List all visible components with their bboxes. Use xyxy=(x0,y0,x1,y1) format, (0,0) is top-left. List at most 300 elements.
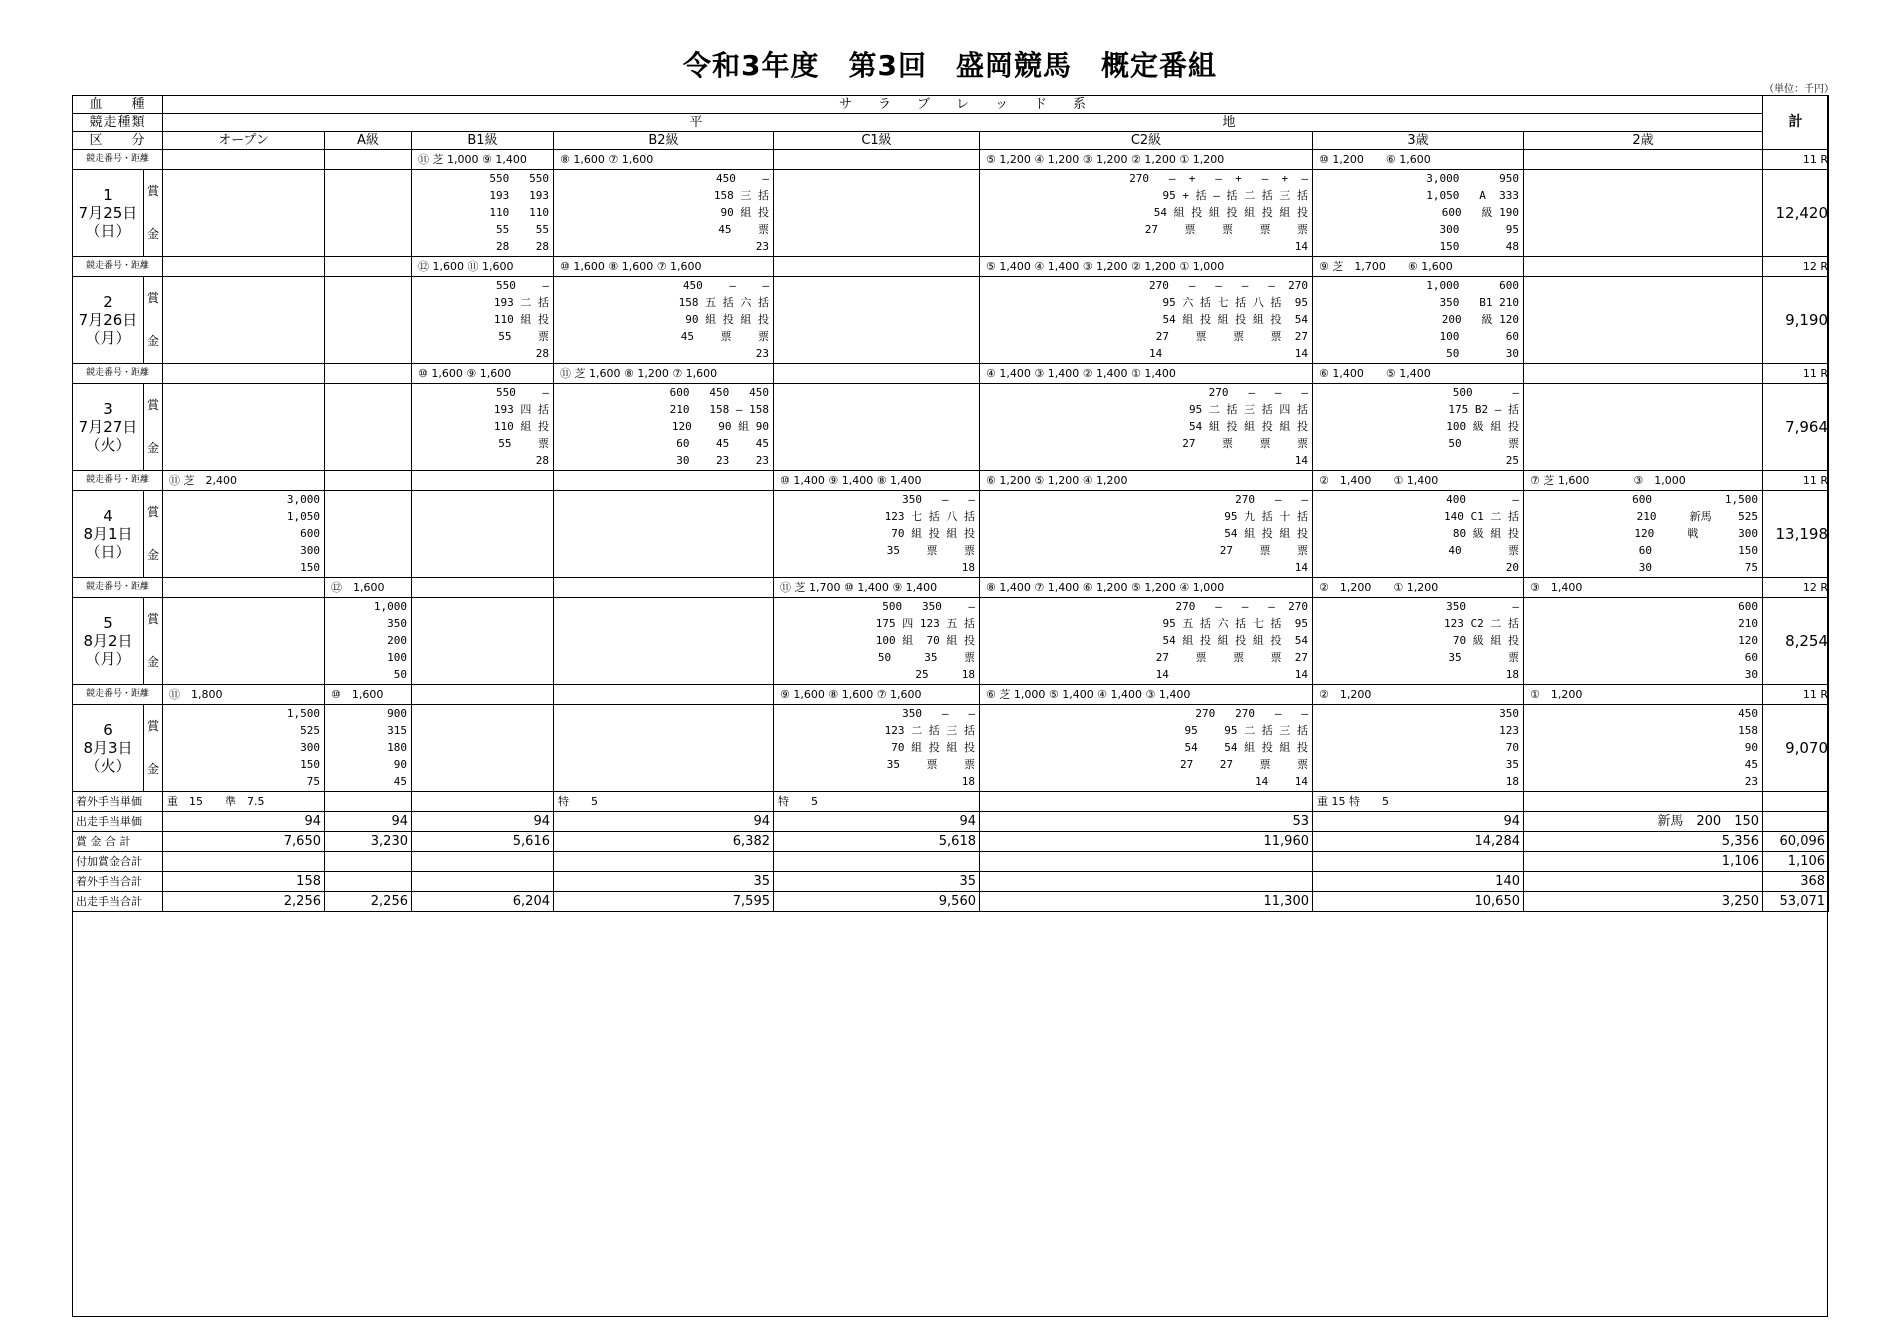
class-b1: B1級 xyxy=(412,132,554,150)
day-row xyxy=(73,277,1829,364)
day-weekday: （月） xyxy=(85,650,131,668)
race-distance-text: ⑨ 1,600 ⑧ 1,600 ⑦ 1,600 xyxy=(780,688,922,701)
distance-label: 競走番号・距離 xyxy=(73,364,163,384)
prize-cell xyxy=(325,491,412,578)
prize-mark: 金 xyxy=(146,655,159,669)
race-distance-text: ④ 1,400 ③ 1,400 ② 1,400 ① 1,400 xyxy=(986,367,1176,380)
prize-cell xyxy=(325,705,412,792)
race-distance-text: ⑫ 1,600 xyxy=(331,581,385,594)
prize-cell xyxy=(1524,170,1763,257)
prize-values: 3,000 1,050 600 300 150 xyxy=(286,493,320,574)
race-distance xyxy=(774,150,980,170)
summary-value xyxy=(980,852,1313,872)
day-total: 9,190 xyxy=(1763,277,1829,364)
race-distance-text: ⑩ 1,600 ⑨ 1,600 xyxy=(418,367,512,380)
day-number: 6 xyxy=(103,721,113,739)
class-open: オープン xyxy=(163,132,325,150)
race-distance-text: ⑩ 1,400 ⑨ 1,400 ⑧ 1,400 xyxy=(780,474,922,487)
summary-value xyxy=(1763,792,1829,812)
distance-label: 競走番号・距離 xyxy=(73,685,163,705)
distance-row xyxy=(73,471,1829,491)
race-distance xyxy=(774,257,980,277)
class-c1: C1級 xyxy=(774,132,980,150)
day-date: 7月27日 xyxy=(78,418,138,436)
prize-cell xyxy=(1524,705,1763,792)
summary-value: 94 xyxy=(774,812,980,832)
race-distance-text: ⑥ 1,400 ⑤ 1,400 xyxy=(1319,367,1431,380)
distance-label: 競走番号・距離 xyxy=(73,257,163,277)
prize-mark: 賞 xyxy=(146,398,159,412)
day-weekday: （日） xyxy=(85,222,131,240)
race-distance xyxy=(980,257,1313,277)
prize-values: 1,000 600 350 B1 210 200 級 120 100 60 50 30 xyxy=(1426,279,1519,360)
day-number: 3 xyxy=(103,400,113,418)
prize-cell xyxy=(163,705,325,792)
summary-value xyxy=(412,792,554,812)
day-weekday: （火） xyxy=(85,757,131,775)
day-row xyxy=(73,491,1829,578)
prize-cell xyxy=(163,277,325,364)
day-row xyxy=(73,170,1829,257)
race-distance xyxy=(163,685,325,705)
prize-values: 600 1,500 210 新馬 525 120 戦 300 60 150 30 75 xyxy=(1632,493,1759,574)
race-distance xyxy=(980,685,1313,705)
race-distance xyxy=(325,257,412,277)
race-distance xyxy=(554,471,774,491)
prize-values: 270 ― ― ― 95 二 括 三 括 四 括 54 組 投 組 投 組 投 27 票 票 票 14 xyxy=(1182,386,1308,467)
summary-value: 368 xyxy=(1763,872,1829,892)
summary-value: 9,560 xyxy=(774,892,980,912)
summary-value xyxy=(980,872,1313,892)
race-distance-text xyxy=(325,260,331,273)
summary-value: 1,106 xyxy=(1763,852,1829,872)
prize-cell xyxy=(412,491,554,578)
race-distance xyxy=(554,257,774,277)
prize-cell xyxy=(554,384,774,471)
prize-cell xyxy=(1313,598,1524,685)
race-distance xyxy=(980,364,1313,384)
race-distance xyxy=(412,364,554,384)
prize-values: 550 ― 193 四 括 110 組 投 55 票 28 xyxy=(493,386,549,467)
distance-row xyxy=(73,257,1829,277)
prize-mark: 金 xyxy=(146,762,159,776)
day-total: 7,964 xyxy=(1763,384,1829,471)
program-table xyxy=(72,95,1829,912)
summary-value xyxy=(554,852,774,872)
day-row xyxy=(73,598,1829,685)
summary-value: 重 15 特 5 xyxy=(1313,792,1524,812)
day-weekday: （火） xyxy=(85,436,131,454)
race-distance xyxy=(774,578,980,598)
summary-row xyxy=(73,792,1829,812)
race-count: 11 R xyxy=(1763,685,1829,705)
race-distance-text xyxy=(163,260,169,273)
race-distance-text xyxy=(554,474,560,487)
summary-label: 出走手当単価 xyxy=(73,812,163,832)
prize-cell xyxy=(1524,491,1763,578)
day-cell xyxy=(73,705,163,792)
day-total: 13,198 xyxy=(1763,491,1829,578)
bloodline-label: 血 種 xyxy=(73,96,163,114)
prize-cell xyxy=(163,384,325,471)
race-distance-text: ⑤ 1,200 ④ 1,200 ③ 1,200 ② 1,200 ① 1,200 xyxy=(986,153,1225,166)
race-distance-text xyxy=(1524,153,1530,166)
prize-values: 270 ― + ― + ― + ― 95 + 括 ― 括 二 括 三 括 54 組 投 組 投 組 投 組 投 27 票 票 票 票 14 xyxy=(1129,172,1308,253)
summary-value: 5,356 xyxy=(1524,832,1763,852)
summary-value: 158 xyxy=(163,872,325,892)
race-distance xyxy=(1524,257,1763,277)
prize-values: 500 350 ― 175 四 123 五 括 100 組 70 組 投 50 35 票 25 18 xyxy=(875,600,975,681)
day-date: 8月3日 xyxy=(83,739,133,757)
day-cell xyxy=(73,170,163,257)
summary-value xyxy=(1313,852,1524,872)
race-distance-text xyxy=(774,260,780,273)
day-cell xyxy=(73,491,163,578)
race-distance xyxy=(1524,364,1763,384)
summary-value: 94 xyxy=(554,812,774,832)
course-value: 平 地 xyxy=(163,114,1763,132)
summary-value xyxy=(1763,812,1829,832)
race-distance-text: ③ 1,400 xyxy=(1530,581,1583,594)
prize-cell xyxy=(554,277,774,364)
prize-mark: 賞 xyxy=(146,505,159,519)
prize-values: 450 158 90 45 23 xyxy=(1738,707,1759,788)
race-distance xyxy=(325,471,412,491)
summary-value: 53 xyxy=(980,812,1313,832)
day-number: 1 xyxy=(103,186,113,204)
summary-value: 53,071 xyxy=(1763,892,1829,912)
race-distance xyxy=(554,685,774,705)
race-distance-text xyxy=(325,153,331,166)
race-count: 11 R xyxy=(1763,471,1829,491)
summary-value xyxy=(412,872,554,892)
race-distance xyxy=(554,150,774,170)
summary-row xyxy=(73,832,1829,852)
distance-row xyxy=(73,578,1829,598)
class-b2: B2級 xyxy=(554,132,774,150)
prize-values: 400 ― 140 C1 二 括 80 級 組 投 40 票 20 xyxy=(1444,493,1519,574)
race-distance-text: ⑦ 芝 1,600 ③ 1,000 xyxy=(1530,474,1686,487)
prize-cell xyxy=(325,277,412,364)
prize-values: 1,500 525 300 150 75 xyxy=(286,707,320,788)
prize-values: 450 ― ― 158 五 括 六 括 90 組 投 組 投 45 票 票 23 xyxy=(678,279,769,360)
race-distance xyxy=(1313,150,1524,170)
bloodline-value: サ ラ ブ レ ッ ド 系 xyxy=(163,96,1763,114)
prize-cell xyxy=(412,170,554,257)
race-distance xyxy=(325,685,412,705)
race-distance-text xyxy=(1524,260,1530,273)
class-2yo: 2歳 xyxy=(1524,132,1763,150)
race-distance xyxy=(163,150,325,170)
prize-cell xyxy=(1313,705,1524,792)
summary-value: 7,650 xyxy=(163,832,325,852)
distance-label: 競走番号・距離 xyxy=(73,578,163,598)
race-distance-text xyxy=(412,474,418,487)
summary-value: 3,230 xyxy=(325,832,412,852)
race-distance-text xyxy=(554,688,560,701)
prize-mark: 賞 xyxy=(146,184,159,198)
summary-value: 3,250 xyxy=(1524,892,1763,912)
prize-cell xyxy=(774,277,980,364)
prize-cell xyxy=(980,598,1313,685)
day-cell xyxy=(73,384,163,471)
unit-note: （単位：千円） xyxy=(1764,84,1834,95)
summary-value xyxy=(325,872,412,892)
prize-cell xyxy=(774,491,980,578)
prize-cell xyxy=(412,705,554,792)
summary-value: 7,595 xyxy=(554,892,774,912)
race-distance xyxy=(1524,578,1763,598)
summary-label: 賞 金 合 計 xyxy=(73,832,163,852)
day-cell xyxy=(73,277,163,364)
day-date: 8月1日 xyxy=(83,525,133,543)
prize-cell xyxy=(163,170,325,257)
prize-cell xyxy=(1524,598,1763,685)
race-distance-text: ⑪ 1,800 xyxy=(169,688,223,701)
summary-value: 特 5 xyxy=(554,792,774,812)
day-cell xyxy=(73,598,163,685)
prize-values: 450 ― 158 三 括 90 組 投 45 票 23 xyxy=(713,172,769,253)
prize-cell xyxy=(163,491,325,578)
prize-cell xyxy=(774,170,980,257)
summary-value: 2,256 xyxy=(325,892,412,912)
race-distance-text: ⑪ 芝 1,700 ⑩ 1,400 ⑨ 1,400 xyxy=(780,581,938,594)
race-count: 12 R xyxy=(1763,578,1829,598)
summary-value: 6,204 xyxy=(412,892,554,912)
race-distance-text: ⑫ 1,600 ⑪ 1,600 xyxy=(418,260,514,273)
prize-cell xyxy=(774,705,980,792)
race-distance-text: ⑩ 1,600 xyxy=(331,688,384,701)
distance-label: 競走番号・距離 xyxy=(73,471,163,491)
summary-value: 94 xyxy=(325,812,412,832)
day-date: 7月25日 xyxy=(78,204,138,222)
distance-row xyxy=(73,364,1829,384)
prize-cell xyxy=(980,705,1313,792)
prize-mark: 賞 xyxy=(146,291,159,305)
summary-value xyxy=(1524,872,1763,892)
summary-value: 新馬 200 150 xyxy=(1524,812,1763,832)
summary-value: 94 xyxy=(412,812,554,832)
prize-values: 350 ― ― 123 七 括 八 括 70 組 投 組 投 35 票 票 18 xyxy=(884,493,975,574)
prize-mark: 金 xyxy=(146,548,159,562)
race-distance-text: ⑪ 芝 1,000 ⑨ 1,400 xyxy=(418,153,527,166)
race-distance-text: ⑧ 1,600 ⑦ 1,600 xyxy=(560,153,654,166)
day-row xyxy=(73,705,1829,792)
prize-cell xyxy=(325,598,412,685)
day-date: 7月26日 xyxy=(78,311,138,329)
race-distance xyxy=(1313,364,1524,384)
race-distance xyxy=(1524,150,1763,170)
prize-cell xyxy=(774,384,980,471)
page-title: 令和3年度 第3回 盛岡競馬 概定番組 xyxy=(683,49,1217,82)
race-distance xyxy=(325,150,412,170)
day-number: 4 xyxy=(103,507,113,525)
prize-values: 500 ― 175 B2 ― 括 100 級 組 投 50 票 25 xyxy=(1446,386,1519,467)
summary-value: 重 15 準 7.5 xyxy=(163,792,325,812)
race-distance-text xyxy=(412,688,418,701)
race-distance xyxy=(412,257,554,277)
prize-mark: 金 xyxy=(146,227,159,241)
race-distance xyxy=(163,471,325,491)
summary-value: 60,096 xyxy=(1763,832,1829,852)
race-distance-text xyxy=(163,153,169,166)
day-total: 9,070 xyxy=(1763,705,1829,792)
summary-value: 特 5 xyxy=(774,792,980,812)
race-distance-text: ⑩ 1,200 ⑥ 1,600 xyxy=(1319,153,1431,166)
race-count: 11 R xyxy=(1763,364,1829,384)
race-distance-text xyxy=(325,474,331,487)
race-distance-text: ② 1,400 ① 1,400 xyxy=(1319,474,1439,487)
distance-row xyxy=(73,685,1829,705)
summary-value: 5,616 xyxy=(412,832,554,852)
race-distance xyxy=(1313,578,1524,598)
race-distance-text: ② 1,200 ① 1,200 xyxy=(1319,581,1439,594)
race-distance-text: ⑥ 1,200 ⑤ 1,200 ④ 1,200 xyxy=(986,474,1128,487)
race-distance-text xyxy=(412,581,418,594)
race-distance xyxy=(412,150,554,170)
race-distance xyxy=(325,364,412,384)
prize-cell xyxy=(1313,277,1524,364)
race-distance xyxy=(774,685,980,705)
prize-cell xyxy=(1313,170,1524,257)
race-distance-text xyxy=(163,581,169,594)
race-distance-text: ⑤ 1,400 ④ 1,400 ③ 1,200 ② 1,200 ① 1,000 xyxy=(986,260,1225,273)
prize-values: 350 123 70 35 18 xyxy=(1499,707,1519,788)
summary-label: 出走手当合計 xyxy=(73,892,163,912)
race-distance xyxy=(554,364,774,384)
prize-cell xyxy=(980,170,1313,257)
prize-cell xyxy=(412,598,554,685)
race-distance xyxy=(163,364,325,384)
race-count: 12 R xyxy=(1763,257,1829,277)
bloodline-row xyxy=(73,96,1829,114)
summary-row xyxy=(73,852,1829,872)
race-distance-text xyxy=(325,367,331,380)
summary-value: 10,650 xyxy=(1313,892,1524,912)
prize-cell xyxy=(554,598,774,685)
day-number: 2 xyxy=(103,293,113,311)
summary-value xyxy=(774,852,980,872)
race-distance xyxy=(1524,685,1763,705)
race-distance xyxy=(554,578,774,598)
prize-cell xyxy=(163,598,325,685)
prize-values: 350 ― ― 123 二 括 三 括 70 組 投 組 投 35 票 票 18 xyxy=(884,707,975,788)
race-distance-text: ⑪ 芝 2,400 xyxy=(169,474,237,487)
day-date: 8月2日 xyxy=(83,632,133,650)
race-distance xyxy=(325,578,412,598)
race-distance xyxy=(1313,685,1524,705)
summary-value: 94 xyxy=(163,812,325,832)
summary-value: 140 xyxy=(1313,872,1524,892)
race-distance xyxy=(980,471,1313,491)
prize-cell xyxy=(554,170,774,257)
day-total: 8,254 xyxy=(1763,598,1829,685)
race-distance-text xyxy=(163,367,169,380)
race-distance xyxy=(412,471,554,491)
summary-value: 6,382 xyxy=(554,832,774,852)
prize-cell xyxy=(980,277,1313,364)
summary-value xyxy=(412,852,554,872)
summary-row xyxy=(73,812,1829,832)
course-row xyxy=(73,114,1829,132)
prize-values: 600 210 120 60 30 xyxy=(1738,600,1759,681)
class-3yo: 3歳 xyxy=(1313,132,1524,150)
prize-mark: 金 xyxy=(146,334,159,348)
race-distance-text xyxy=(1524,367,1530,380)
summary-value: 2,256 xyxy=(163,892,325,912)
distance-label: 競走番号・距離 xyxy=(73,150,163,170)
summary-value: 14,284 xyxy=(1313,832,1524,852)
class-c2: C2級 xyxy=(980,132,1313,150)
prize-cell xyxy=(1313,491,1524,578)
race-distance xyxy=(412,578,554,598)
class-row xyxy=(73,132,1829,150)
prize-values: 550 ― 193 二 括 110 組 投 55 票 28 xyxy=(493,279,549,360)
prize-cell xyxy=(774,598,980,685)
race-distance xyxy=(1313,471,1524,491)
race-distance xyxy=(774,364,980,384)
prize-cell xyxy=(325,384,412,471)
race-distance-text: ② 1,200 xyxy=(1319,688,1372,701)
total-header: 計 xyxy=(1763,96,1829,150)
race-distance xyxy=(1524,471,1763,491)
race-distance xyxy=(163,578,325,598)
race-distance-text xyxy=(774,153,780,166)
prize-values: 270 ― ― 95 九 括 十 括 54 組 投 組 投 27 票 票 14 xyxy=(1219,493,1308,574)
race-distance-text: ⑪ 芝 1,600 ⑧ 1,200 ⑦ 1,600 xyxy=(560,367,718,380)
race-distance-text xyxy=(554,581,560,594)
summary-value xyxy=(1524,792,1763,812)
prize-cell xyxy=(980,384,1313,471)
prize-mark: 賞 xyxy=(146,719,159,733)
summary-value: 35 xyxy=(774,872,980,892)
race-distance xyxy=(980,150,1313,170)
summary-value: 1,106 xyxy=(1524,852,1763,872)
race-distance-text: ⑧ 1,400 ⑦ 1,400 ⑥ 1,200 ⑤ 1,200 ④ 1,000 xyxy=(986,581,1225,594)
race-distance xyxy=(980,578,1313,598)
prize-cell xyxy=(554,705,774,792)
summary-value xyxy=(325,792,412,812)
summary-value: 5,618 xyxy=(774,832,980,852)
race-count: 11 R xyxy=(1763,150,1829,170)
day-weekday: （日） xyxy=(85,543,131,561)
summary-label: 着外手当単価 xyxy=(73,792,163,812)
prize-mark: 金 xyxy=(146,441,159,455)
race-distance-text: ① 1,200 xyxy=(1530,688,1583,701)
summary-value: 11,300 xyxy=(980,892,1313,912)
summary-label: 着外手当合計 xyxy=(73,872,163,892)
summary-value: 35 xyxy=(554,872,774,892)
summary-row xyxy=(73,872,1829,892)
prize-cell xyxy=(412,384,554,471)
summary-label: 付加賞金合計 xyxy=(73,852,163,872)
prize-cell xyxy=(554,491,774,578)
race-distance-text: ⑩ 1,600 ⑧ 1,600 ⑦ 1,600 xyxy=(560,260,702,273)
prize-cell xyxy=(1313,384,1524,471)
day-row xyxy=(73,384,1829,471)
prize-cell xyxy=(325,170,412,257)
prize-values: 900 315 180 90 45 xyxy=(387,707,407,788)
class-label: 区 分 xyxy=(73,132,163,150)
prize-values: 270 270 ― ― 95 95 二 括 三 括 54 54 組 投 組 投 27 27 票 票 14 14 xyxy=(1180,707,1308,788)
prize-cell xyxy=(412,277,554,364)
prize-values: 270 ― ― ― ― 270 95 六 括 七 括 八 括 95 54 組 投 組 投 組 投 54 27 票 票 票 27 14 14 xyxy=(1149,279,1308,360)
race-distance-text: ⑨ 芝 1,700 ⑥ 1,600 xyxy=(1319,260,1453,273)
prize-cell xyxy=(1524,277,1763,364)
prize-cell xyxy=(1524,384,1763,471)
course-label: 競走種類 xyxy=(73,114,163,132)
race-distance-text xyxy=(774,367,780,380)
